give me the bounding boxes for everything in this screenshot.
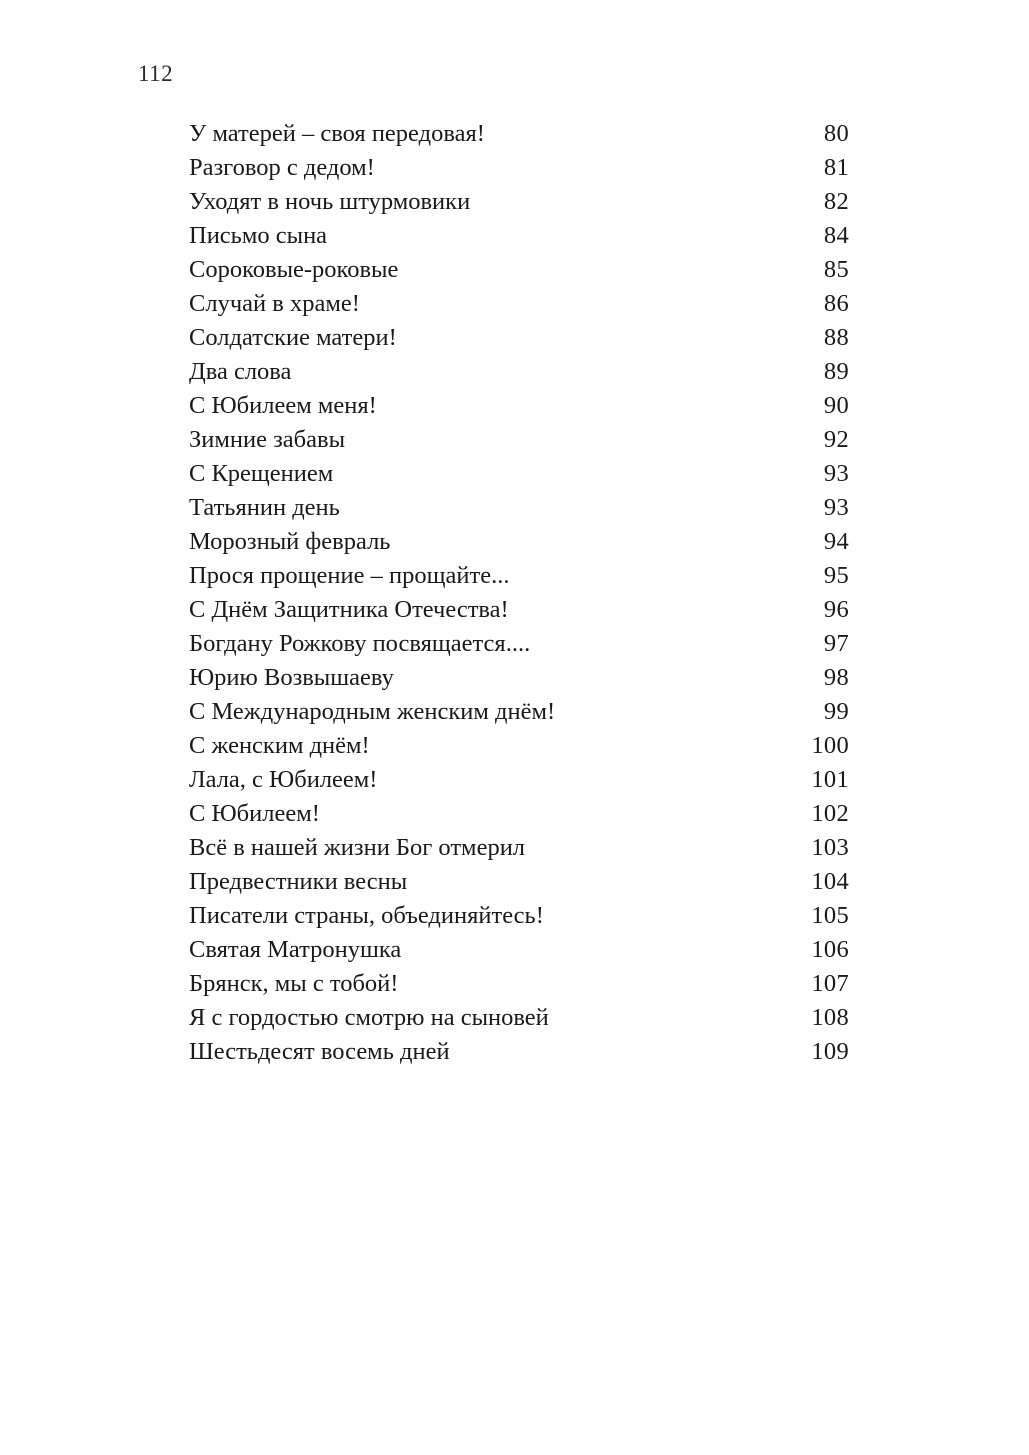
toc-entry-title: Случай в храме! bbox=[189, 290, 360, 317]
toc-entry[interactable] bbox=[189, 627, 849, 661]
toc-entry-title: Уходят в ночь штурмовики bbox=[189, 188, 471, 215]
toc-entry-title: Святая Матронушка bbox=[189, 936, 402, 963]
toc-entry-page-number: 89 bbox=[823, 358, 849, 385]
toc-entry-title: Писатели страны, объединяйтесь! bbox=[189, 902, 544, 929]
toc-dot-leader bbox=[409, 344, 796, 345]
toc-dot-leader bbox=[525, 854, 796, 855]
toc-entry[interactable] bbox=[189, 865, 849, 899]
toc-entry-title: Два слова bbox=[189, 358, 292, 385]
toc-entry[interactable] bbox=[189, 491, 849, 525]
toc-entry-page-number: 106 bbox=[811, 936, 849, 963]
toc-entry-page-number: 104 bbox=[811, 868, 849, 895]
toc-dot-leader bbox=[544, 922, 796, 923]
toc-entry[interactable] bbox=[189, 831, 849, 865]
toc-dot-leader bbox=[406, 684, 796, 685]
toc-entry-page-number: 100 bbox=[811, 732, 849, 759]
toc-dot-leader bbox=[389, 786, 796, 787]
toc-dot-leader bbox=[549, 1024, 796, 1025]
toc-entry-page-number: 86 bbox=[823, 290, 849, 317]
toc-entry-title: Письмо сына bbox=[189, 222, 328, 249]
toc-entry[interactable] bbox=[189, 695, 849, 729]
table-of-contents bbox=[189, 117, 849, 1069]
toc-entry-page-number: 107 bbox=[811, 970, 849, 997]
toc-entry-title: С Международным женским днём! bbox=[189, 698, 556, 725]
toc-entry-title: Морозный февраль bbox=[189, 528, 391, 555]
toc-entry-page-number: 94 bbox=[823, 528, 849, 555]
toc-entry[interactable] bbox=[189, 899, 849, 933]
toc-entry[interactable] bbox=[189, 559, 849, 593]
page-number-folio: 112 bbox=[138, 61, 174, 86]
toc-dot-leader bbox=[291, 378, 796, 379]
toc-entry-title: У матерей – своя передовая! bbox=[189, 120, 485, 147]
toc-entry-page-number: 101 bbox=[811, 766, 849, 793]
toc-entry-page-number: 105 bbox=[811, 902, 849, 929]
toc-entry-page-number: 98 bbox=[823, 664, 849, 691]
toc-entry-title: Сороковые-роковые bbox=[189, 256, 399, 283]
toc-dot-leader bbox=[555, 718, 796, 719]
toc-entry-title: Юрию Возвышаеву bbox=[189, 664, 394, 691]
toc-dot-leader bbox=[462, 1058, 796, 1059]
toc-entry-title: С Юбилеем меня! bbox=[189, 392, 377, 419]
toc-dot-leader bbox=[542, 650, 796, 651]
toc-entry[interactable] bbox=[189, 1035, 849, 1069]
toc-dot-leader bbox=[398, 276, 796, 277]
toc-dot-leader bbox=[410, 990, 796, 991]
toc-entry-page-number: 80 bbox=[823, 120, 849, 147]
toc-entry-title: Прося прощение – прощайте... bbox=[189, 562, 510, 589]
toc-entry[interactable] bbox=[189, 287, 849, 321]
toc-entry-page-number: 108 bbox=[811, 1004, 849, 1031]
toc-entry-page-number: 90 bbox=[823, 392, 849, 419]
toc-entry-page-number: 97 bbox=[823, 630, 849, 657]
toc-entry-title: Солдатские матери! bbox=[189, 324, 397, 351]
toc-entry-page-number: 92 bbox=[823, 426, 849, 453]
toc-entry[interactable] bbox=[189, 729, 849, 763]
toc-entry[interactable] bbox=[189, 525, 849, 559]
toc-entry-title: С Юбилеем! bbox=[189, 800, 320, 827]
toc-dot-leader bbox=[333, 480, 796, 481]
toc-entry-page-number: 103 bbox=[811, 834, 849, 861]
toc-entry[interactable] bbox=[189, 967, 849, 1001]
toc-dot-leader bbox=[382, 752, 796, 753]
toc-dot-leader bbox=[387, 174, 796, 175]
toc-entry-title: Всё в нашей жизни Бог отмерил bbox=[189, 834, 526, 861]
toc-entry-page-number: 93 bbox=[823, 460, 849, 487]
toc-entry-page-number: 85 bbox=[823, 256, 849, 283]
toc-dot-leader bbox=[497, 140, 796, 141]
toc-entry-page-number: 82 bbox=[823, 188, 849, 215]
toc-entry[interactable] bbox=[189, 661, 849, 695]
toc-entry-page-number: 95 bbox=[823, 562, 849, 589]
toc-dot-leader bbox=[360, 310, 796, 311]
toc-entry[interactable] bbox=[189, 117, 849, 151]
toc-dot-leader bbox=[327, 242, 796, 243]
toc-dot-leader bbox=[419, 888, 796, 889]
toc-dot-leader bbox=[332, 820, 796, 821]
toc-entry[interactable] bbox=[189, 593, 849, 627]
toc-entry[interactable] bbox=[189, 389, 849, 423]
toc-entry[interactable] bbox=[189, 423, 849, 457]
toc-entry[interactable] bbox=[189, 797, 849, 831]
toc-entry[interactable] bbox=[189, 457, 849, 491]
toc-dot-leader bbox=[390, 548, 796, 549]
toc-entry-title: Брянск, мы с тобой! bbox=[189, 970, 399, 997]
toc-entry-page-number: 109 bbox=[811, 1038, 849, 1065]
toc-entry-title: Шестьдесят восемь дней bbox=[189, 1038, 450, 1065]
toc-entry-page-number: 93 bbox=[823, 494, 849, 521]
toc-dot-leader bbox=[377, 412, 796, 413]
toc-dot-leader bbox=[401, 956, 796, 957]
toc-entry[interactable] bbox=[189, 355, 849, 389]
toc-dot-leader bbox=[521, 616, 796, 617]
toc-dot-leader bbox=[521, 582, 796, 583]
toc-entry[interactable] bbox=[189, 763, 849, 797]
toc-entry[interactable] bbox=[189, 219, 849, 253]
toc-entry[interactable] bbox=[189, 321, 849, 355]
toc-dot-leader bbox=[340, 514, 796, 515]
toc-entry-title: Зимние забавы bbox=[189, 426, 346, 453]
toc-entry-title: Лала, с Юбилеем! bbox=[189, 766, 378, 793]
toc-entry[interactable] bbox=[189, 151, 849, 185]
toc-entry-page-number: 84 bbox=[823, 222, 849, 249]
toc-entry-page-number: 102 bbox=[811, 800, 849, 827]
toc-entry-title: Татьянин день bbox=[189, 494, 340, 521]
toc-entry-title: Разговор с дедом! bbox=[189, 154, 375, 181]
toc-entry-page-number: 88 bbox=[823, 324, 849, 351]
toc-dot-leader bbox=[345, 446, 796, 447]
toc-entry-title: Богдану Рожкову посвящается.... bbox=[189, 630, 531, 657]
toc-entry[interactable] bbox=[189, 253, 849, 287]
toc-dot-leader bbox=[470, 208, 796, 209]
toc-entry-page-number: 96 bbox=[823, 596, 849, 623]
toc-entry[interactable] bbox=[189, 1001, 849, 1035]
toc-entry-title: Я с гордостью смотрю на сыновей bbox=[189, 1004, 549, 1031]
toc-entry-title: С Крещением bbox=[189, 460, 334, 487]
toc-entry[interactable] bbox=[189, 933, 849, 967]
toc-entry-page-number: 99 bbox=[823, 698, 849, 725]
toc-entry-title: С женским днём! bbox=[189, 732, 370, 759]
toc-entry[interactable] bbox=[189, 185, 849, 219]
toc-entry-page-number: 81 bbox=[823, 154, 849, 181]
toc-entry-title: Предвестники весны bbox=[189, 868, 408, 895]
toc-entry-title: С Днём Защитника Отечества! bbox=[189, 596, 509, 623]
